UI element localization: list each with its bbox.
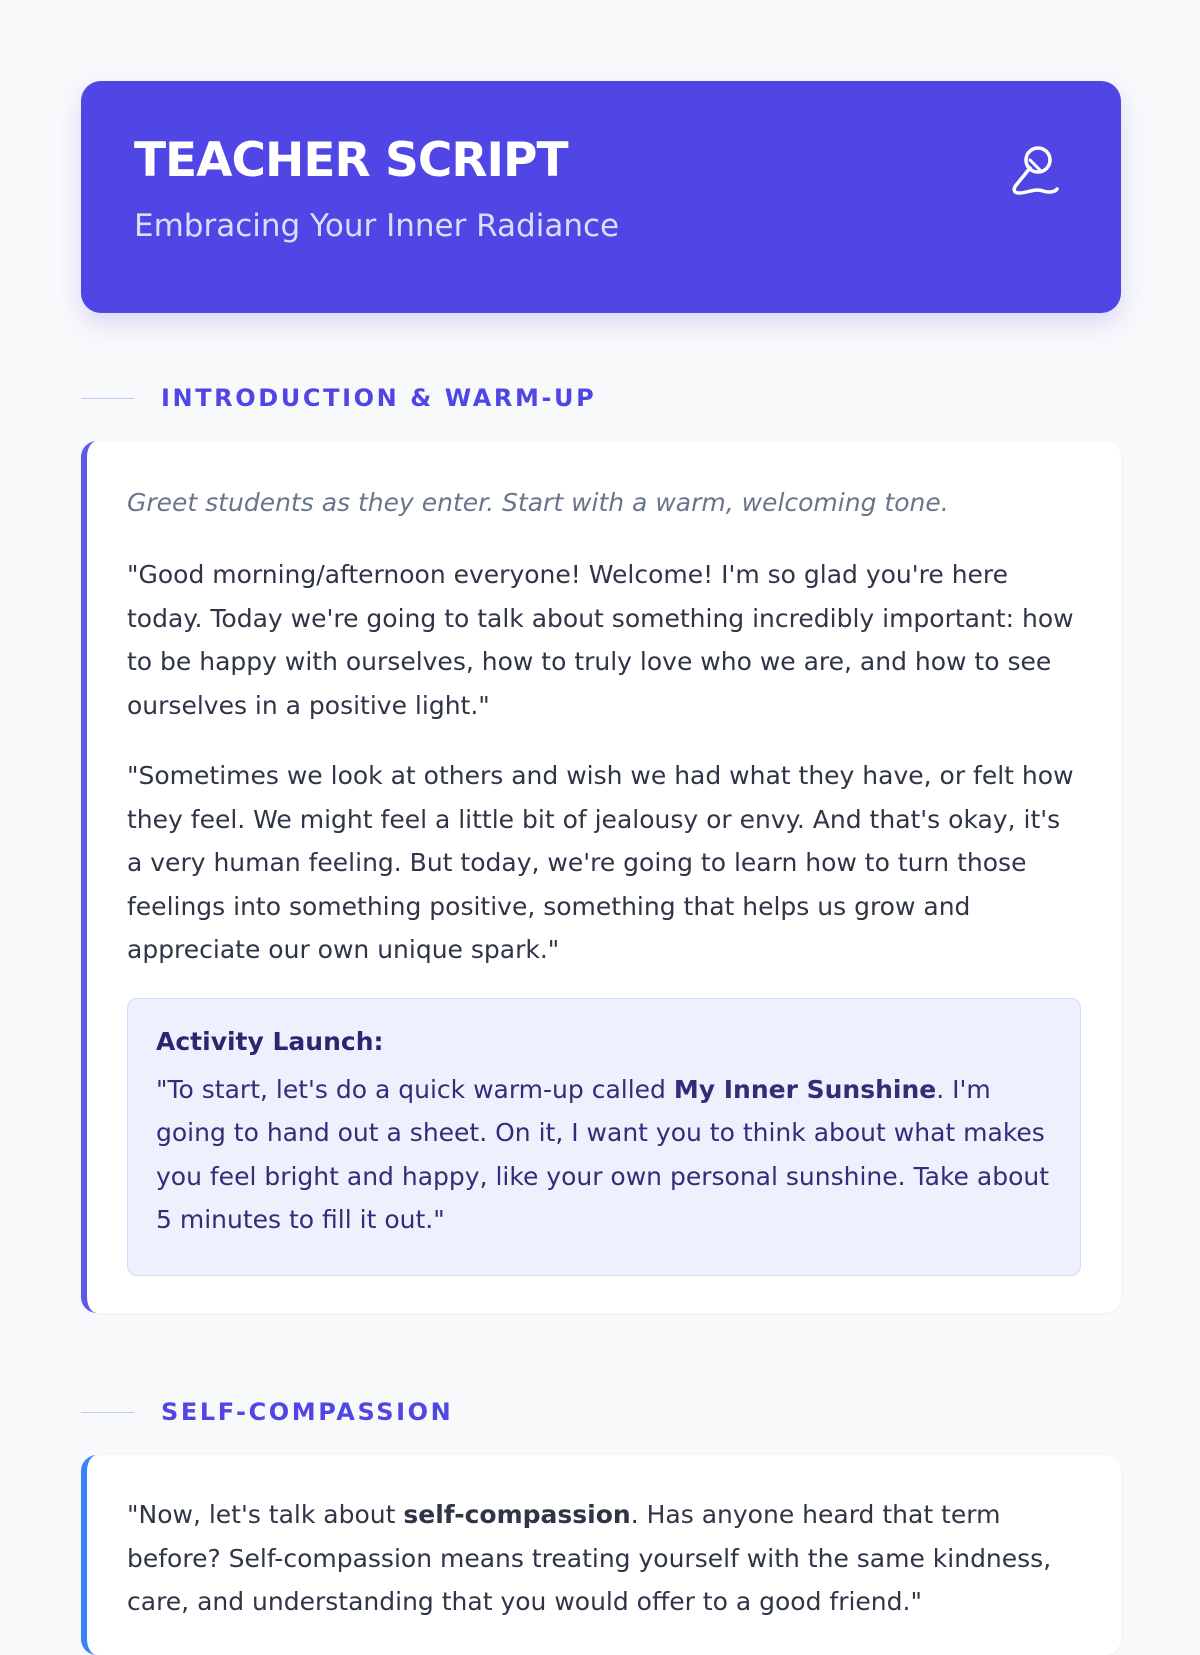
self-compassion-card [81, 1455, 1121, 1655]
activity-launch-box [127, 998, 1081, 1276]
microphone-icon [1005, 136, 1065, 196]
activity-text-start: "To start, let's do a quick warm-up called [156, 1074, 674, 1104]
introduction-card [81, 441, 1121, 1313]
stage-direction: Greet students as they enter. Start with a warm, welcoming tone. [127, 488, 949, 517]
heading-rule [81, 398, 134, 399]
heading-rule [81, 1412, 134, 1413]
section-heading-label: SELF-COMPASSION [161, 1398, 454, 1426]
paragraph-text-end: . Has anyone heard that term before? Self-compassion means treating yourself with the same kindness, care, and understanding that you would offer to a good friend." [127, 1500, 1052, 1616]
section-heading-introduction [81, 384, 596, 412]
script-paragraph: "Good morning/afternoon everyone! Welcome! I'm so glad you're here today. Today we're going to talk about something incredibly important: how to be happy with ourselves, how to truly love who we are, and how to see ourselves in a positive light." [127, 560, 1074, 720]
key-term: self-compassion [403, 1500, 631, 1529]
script-header [81, 81, 1121, 313]
paragraph-text-start: "Now, let's talk about [127, 1500, 404, 1529]
activity-name: My Inner Sunshine [673, 1074, 937, 1104]
page-subtitle: Embracing Your Inner Radiance [134, 208, 620, 244]
section-heading-self-compassion [81, 1398, 453, 1426]
activity-text [156, 1068, 1052, 1242]
script-paragraph: "Sometimes we look at others and wish we had what they have, or felt how they feel. We might feel a little bit of jealousy or envy. And that's okay, it's a very human feeling. But today, we're going to learn how to turn those feelings into something positive, something that helps us grow and appreciate our own unique spark." [127, 761, 1074, 964]
activity-text-end: . I'm going to hand out a sheet. On it, I want you to think about what makes you feel bright and happy, like your own personal sunshine. Take about 5 minutes to fill it out." [156, 1074, 1050, 1234]
page-title: TEACHER SCRIPT [134, 133, 568, 188]
section-heading-label: INTRODUCTION & WARM-UP [161, 384, 597, 412]
activity-title: Activity Launch: [156, 1026, 384, 1056]
script-paragraph [127, 1493, 1081, 1624]
